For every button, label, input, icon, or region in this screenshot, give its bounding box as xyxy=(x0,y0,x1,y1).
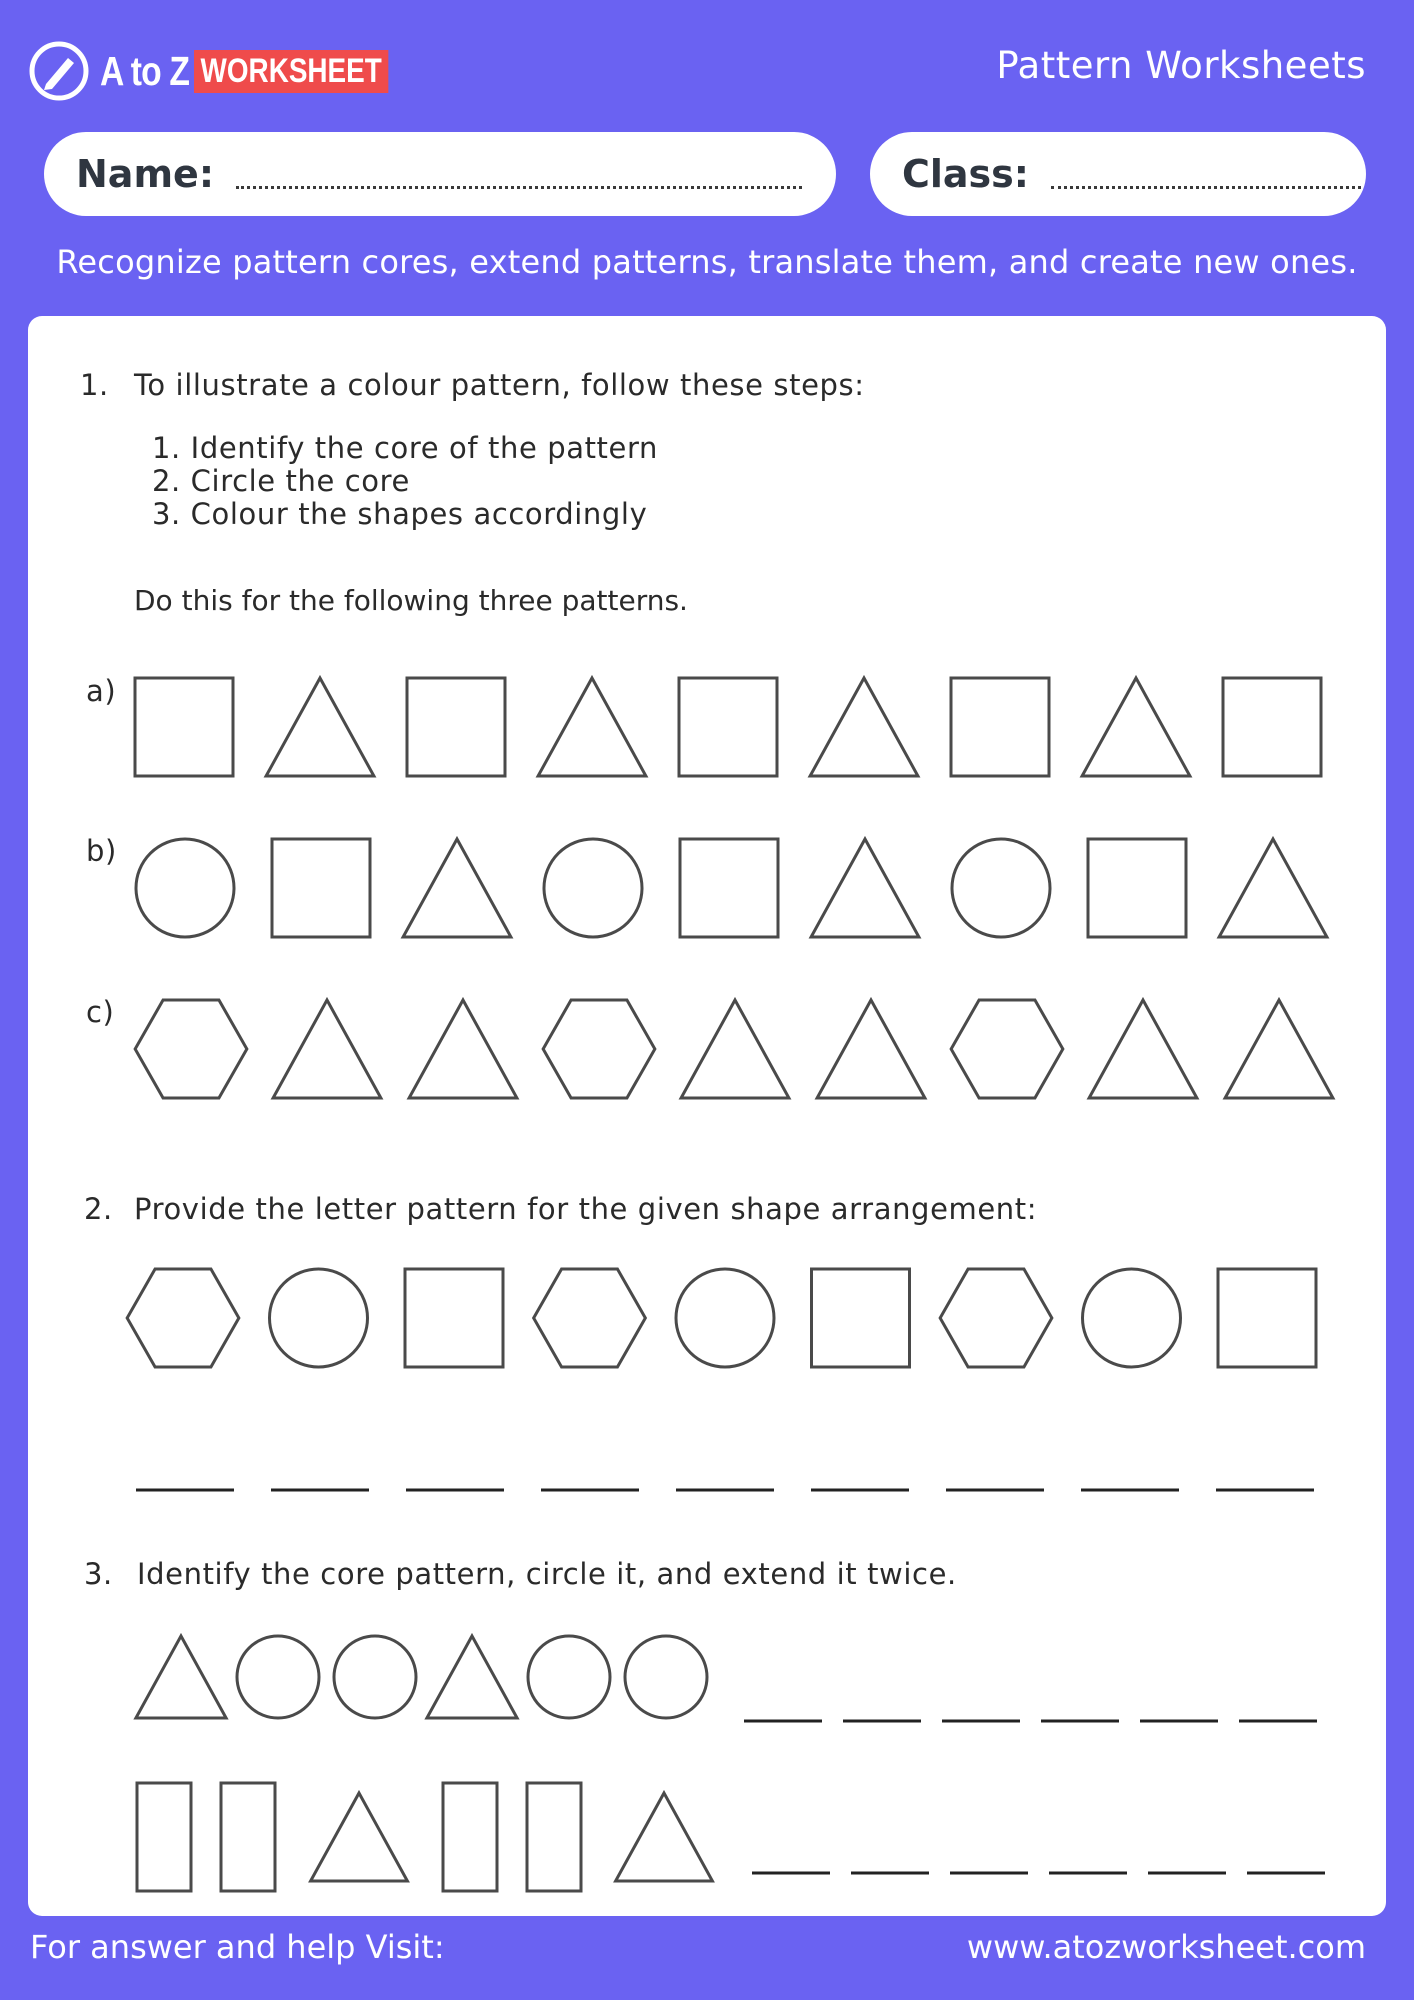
circle-shape[interactable] xyxy=(676,1269,774,1367)
triangle-shape[interactable] xyxy=(266,678,374,776)
triangle-shape[interactable] xyxy=(817,1000,925,1098)
triangle-shape[interactable] xyxy=(1089,1000,1197,1098)
class-label: Class: xyxy=(902,152,1029,196)
circle-shape[interactable] xyxy=(544,839,642,937)
q1-text: To illustrate a colour pattern, follow these steps: xyxy=(134,368,865,402)
row-a-label: a) xyxy=(86,674,117,708)
circle-shape[interactable] xyxy=(952,839,1050,937)
circle-shape[interactable] xyxy=(270,1269,368,1367)
rectangle-shape[interactable] xyxy=(137,1783,191,1891)
square-shape[interactable] xyxy=(405,1269,503,1367)
q1-step: 3. Colour the shapes accordingly xyxy=(152,497,648,531)
hexagon-shape[interactable] xyxy=(534,1269,646,1367)
q1-step: 2. Circle the core xyxy=(152,464,410,498)
hexagon-shape[interactable] xyxy=(940,1269,1052,1367)
triangle-shape[interactable] xyxy=(403,839,511,937)
row-c-label: c) xyxy=(86,995,115,1029)
square-shape[interactable] xyxy=(272,839,370,937)
hexagon-shape[interactable] xyxy=(951,1000,1063,1098)
q3-number: 3. xyxy=(84,1557,113,1591)
logo-badge: WORKSHEET xyxy=(194,50,388,93)
circle-shape[interactable] xyxy=(334,1636,416,1718)
circle-shape[interactable] xyxy=(625,1636,707,1718)
triangle-shape[interactable] xyxy=(681,1000,789,1098)
triangle-shape[interactable] xyxy=(810,678,918,776)
triangle-shape[interactable] xyxy=(1225,1000,1333,1098)
hexagon-shape[interactable] xyxy=(543,1000,655,1098)
triangle-shape[interactable] xyxy=(616,1793,713,1881)
triangle-shape[interactable] xyxy=(811,839,919,937)
triangle-shape[interactable] xyxy=(311,1793,408,1881)
q1-step: 1. Identify the core of the pattern xyxy=(152,431,658,465)
square-shape[interactable] xyxy=(679,678,777,776)
circle-shape[interactable] xyxy=(1083,1269,1181,1367)
rectangle-shape[interactable] xyxy=(443,1783,497,1891)
hexagon-shape[interactable] xyxy=(127,1269,239,1367)
square-shape[interactable] xyxy=(1218,1269,1316,1367)
triangle-shape[interactable] xyxy=(427,1636,517,1718)
footer-help-text: For answer and help Visit: xyxy=(30,1928,445,1966)
circle-shape[interactable] xyxy=(136,839,234,937)
rectangle-shape[interactable] xyxy=(527,1783,581,1891)
square-shape[interactable] xyxy=(135,678,233,776)
triangle-shape[interactable] xyxy=(538,678,646,776)
square-shape[interactable] xyxy=(407,678,505,776)
logo-text: A to Z xyxy=(100,47,190,94)
hexagon-shape[interactable] xyxy=(135,1000,247,1098)
triangle-shape[interactable] xyxy=(273,1000,381,1098)
q3-text: Identify the core pattern, circle it, and extend it twice. xyxy=(137,1557,957,1591)
name-label: Name: xyxy=(76,152,215,196)
subtitle: Recognize pattern cores, extend patterns, translate them, and create new ones. xyxy=(56,243,1358,281)
triangle-shape[interactable] xyxy=(1219,839,1327,937)
page-title: Pattern Worksheets xyxy=(996,44,1366,87)
triangle-shape[interactable] xyxy=(136,1636,226,1718)
q2-text: Provide the letter pattern for the given shape arrangement: xyxy=(134,1192,1038,1226)
q1-note: Do this for the following three patterns. xyxy=(134,584,688,617)
square-shape[interactable] xyxy=(951,678,1049,776)
circle-shape[interactable] xyxy=(237,1636,319,1718)
triangle-shape[interactable] xyxy=(409,1000,517,1098)
circle-shape[interactable] xyxy=(528,1636,610,1718)
q2-number: 2. xyxy=(84,1192,113,1226)
row-b-label: b) xyxy=(86,834,117,868)
square-shape[interactable] xyxy=(1223,678,1321,776)
square-shape[interactable] xyxy=(680,839,778,937)
q1-number: 1. xyxy=(80,368,109,402)
square-shape[interactable] xyxy=(1088,839,1186,937)
footer-website-link[interactable]: www.atozworksheet.com xyxy=(966,1928,1366,1966)
square-shape[interactable] xyxy=(812,1269,910,1367)
rectangle-shape[interactable] xyxy=(221,1783,275,1891)
triangle-shape[interactable] xyxy=(1082,678,1190,776)
